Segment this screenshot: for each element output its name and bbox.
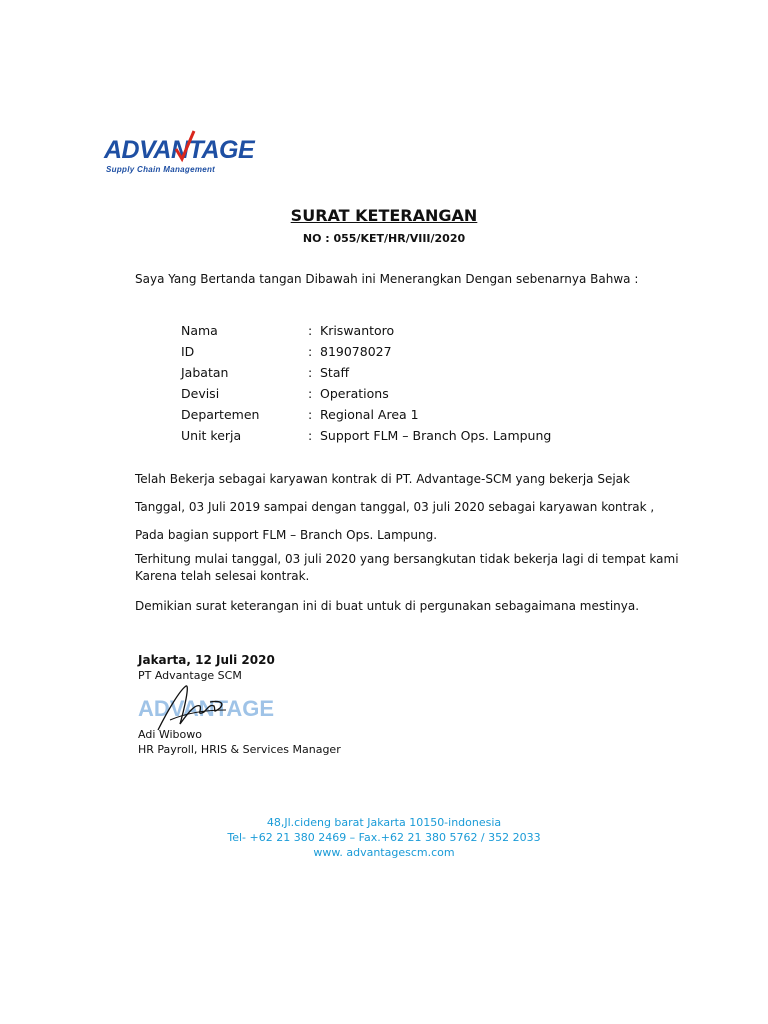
paragraph-unit: Pada bagian support FLM – Branch Ops. Lampung.: [135, 528, 438, 542]
field-row-department: [181, 407, 551, 428]
logo-check-icon: [174, 129, 196, 163]
field-row-id: [181, 344, 551, 365]
field-value: 819078027: [320, 344, 392, 359]
logo-wordmark: ADVANTAGE: [104, 136, 255, 164]
company-stamp: ADVANTAGE: [138, 696, 275, 721]
field-row-name: [181, 323, 551, 344]
field-row-position: [181, 365, 551, 386]
footer-phone: Tel- +62 21 380 2469 – Fax.+62 21 380 5762 / 352 2033: [227, 831, 541, 844]
field-colon: :: [308, 344, 313, 359]
document-number: NO : 055/KET/HR/VIII/2020: [302, 232, 466, 245]
field-label: Departemen: [181, 407, 260, 422]
field-value: Kriswantoro: [320, 323, 395, 338]
signatory-name: Adi Wibowo: [138, 728, 202, 741]
field-colon: :: [308, 323, 313, 338]
footer-website[interactable]: www. advantagescm.com: [313, 846, 455, 859]
paragraph-closing: Demikian surat keterangan ini di buat untuk di pergunakan sebagaimana mestinya.: [135, 599, 640, 613]
field-label: ID: [181, 344, 195, 359]
field-value: Regional Area 1: [320, 407, 419, 422]
logo-tagline: Supply Chain Management: [106, 165, 216, 174]
field-label: Unit kerja: [181, 428, 242, 443]
company-logo: [104, 135, 254, 180]
paragraph-termination-line2: Karena telah selesai kontrak.: [135, 569, 310, 583]
field-row-work-unit: [181, 428, 551, 449]
field-value: Operations: [320, 386, 389, 401]
field-label: Nama: [181, 323, 218, 338]
field-colon: :: [308, 365, 313, 380]
place-date: Jakarta, 12 Juli 2020: [138, 653, 275, 667]
field-label: Devisi: [181, 386, 220, 401]
paragraph-termination-line1: Terhitung mulai tanggal, 03 juli 2020 yang bersangkutan tidak bekerja lagi di tempat kami: [135, 552, 679, 566]
field-row-division: [181, 386, 551, 407]
signatory-position: HR Payroll, HRIS & Services Manager: [138, 743, 341, 756]
paragraph-employment: Telah Bekerja sebagai karyawan kontrak di PT. Advantage-SCM yang bekerja Sejak: [135, 472, 630, 486]
field-label: Jabatan: [181, 365, 229, 380]
employee-details: [181, 323, 551, 449]
footer-address: 48,Jl.cideng barat Jakarta 10150-indonesia: [266, 816, 502, 829]
signatory-company: PT Advantage SCM: [138, 669, 242, 682]
field-colon: :: [308, 428, 313, 443]
intro-text: Saya Yang Bertanda tangan Dibawah ini Menerangkan Dengan sebenarnya Bahwa :: [135, 272, 639, 286]
field-value: Staff: [320, 365, 350, 380]
field-colon: :: [308, 386, 313, 401]
field-colon: :: [308, 407, 313, 422]
paragraph-period: Tanggal, 03 Juli 2019 sampai dengan tanggal, 03 juli 2020 sebagai karyawan kontrak ,: [135, 500, 655, 514]
field-value: Support FLM – Branch Ops. Lampung: [320, 428, 552, 443]
document-title: SURAT KETERANGAN: [290, 206, 478, 225]
